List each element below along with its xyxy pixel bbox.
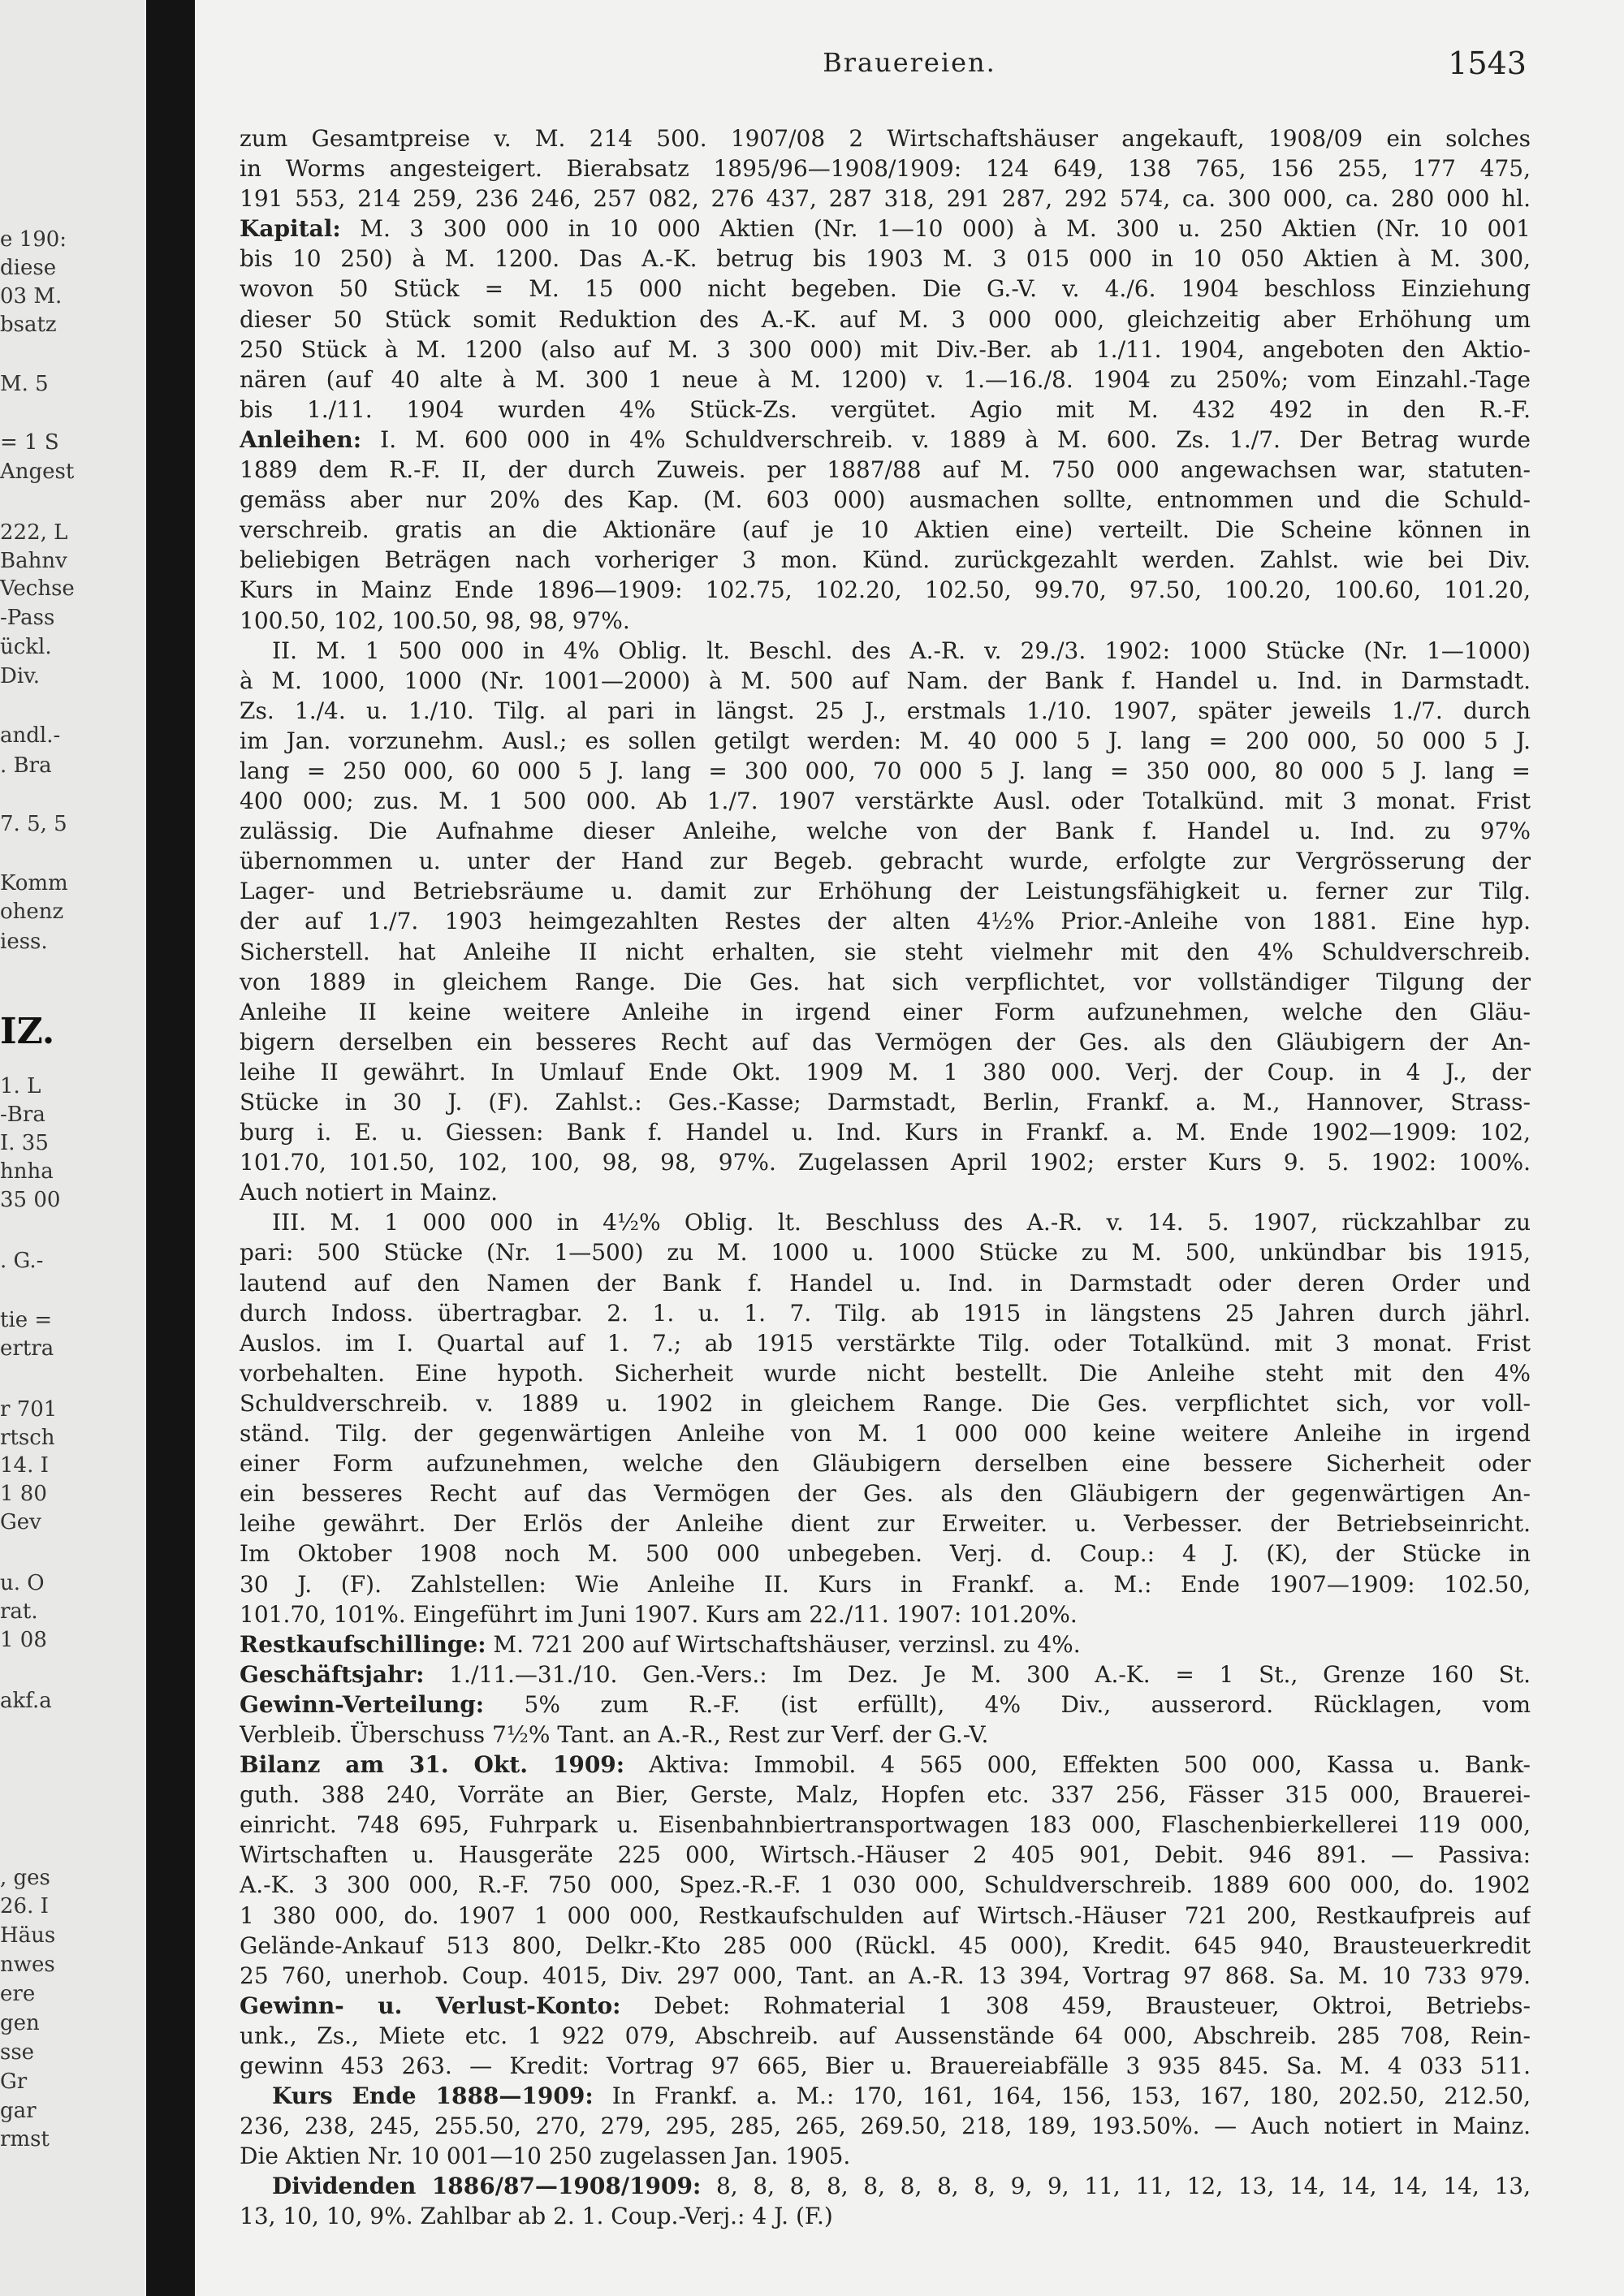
text-line bbox=[240, 666, 1531, 696]
text-line bbox=[240, 1870, 1531, 1900]
line-text: im Jan. vorzunehm. Ausl.; es sollen getilgt werden: M. 40 000 5 J. lang = 200 000, 50 000 5 J. bbox=[240, 727, 1531, 754]
line-text: Wirtschaften u. Hausgeräte 225 000, Wirtsch.-Häuser 2 405 901, Debit. 946 891. — Passiva: bbox=[240, 1841, 1531, 1869]
margin-fragment: diese bbox=[0, 256, 57, 280]
text-line bbox=[240, 1780, 1531, 1810]
line-text: gemäss aber nur 20% des Kap. (M. 603 000) ausmachen sollte, entnommen und die Schuld- bbox=[240, 486, 1531, 514]
text-line bbox=[240, 515, 1531, 545]
margin-fragment: iess. bbox=[0, 930, 48, 954]
line-text: Verbleib. Überschuss 7½% Tant. an A.-R., Rest zur Verf. der G.-V. bbox=[240, 1720, 989, 1748]
line-text: 1889 dem R.-F. II, der durch Zuweis. per 1887/88 auf M. 750 000 angewachsen war, statuten- bbox=[240, 456, 1531, 484]
margin-fragment: Angest bbox=[0, 460, 75, 484]
line-text: wovon 50 Stück = M. 15 000 nicht begeben. Die G.-V. v. 4./6. 1904 beschloss Einziehung bbox=[240, 275, 1531, 303]
text-line bbox=[240, 1931, 1531, 1961]
margin-fragment: gar bbox=[0, 2099, 37, 2123]
margin-fragment: 26. I bbox=[0, 1894, 49, 1918]
text-line bbox=[240, 1057, 1531, 1087]
section-heading: Dividenden 1886/87—1908/1909: bbox=[272, 2173, 702, 2200]
line-text: der auf 1./7. 1903 heimgezahlten Restes der alten 4½% Prior.-Anleihe von 1881. Eine hyp. bbox=[240, 908, 1531, 935]
line-text: burg i. E. u. Giessen: Bank f. Handel u. Ind. Kurs in Frankf. a. M. Ende 1902—1909: 102, bbox=[240, 1119, 1531, 1146]
line-text: 30 J. (F). Zahlstellen: Wie Anleihe II. Kurs in Frankf. a. M.: Ende 1907—1909: 102.50, bbox=[240, 1570, 1531, 1598]
line-text: A.-K. 3 300 000, R.-F. 750 000, Spez.-R.-F. 1 030 000, Schuldverschreib. 1889 600 000, do. 1902 bbox=[240, 1871, 1531, 1899]
text-line bbox=[240, 183, 1531, 214]
line-text: Gelände-Ankauf 513 800, Delkr.-Kto 285 000 (Rückl. 45 000), Kredit. 645 940, Brausteuerkredit bbox=[240, 1931, 1531, 1959]
line-text: Aktiva: Immobil. 4 565 000, Effekten 500 000, Kassa u. Bank- bbox=[624, 1751, 1531, 1779]
text-line bbox=[240, 726, 1531, 756]
margin-fragment: andl.- bbox=[0, 723, 61, 748]
margin-fragment: rat. bbox=[0, 1599, 38, 1624]
text-line bbox=[240, 123, 1531, 153]
margin-fragment: Komm bbox=[0, 871, 68, 896]
text-line bbox=[240, 1659, 1531, 1690]
text-line bbox=[240, 365, 1531, 395]
page-number: 1543 bbox=[1448, 45, 1527, 81]
text-line bbox=[240, 1720, 1531, 1750]
line-text: 13, 10, 10, 9%. Zahlbar ab 2. 1. Coup.-Verj.: 4 J. (F.) bbox=[240, 2203, 833, 2230]
margin-fragment: 222, L bbox=[0, 520, 68, 545]
text-line bbox=[240, 2081, 1531, 2111]
text-line bbox=[240, 756, 1531, 786]
text-line bbox=[240, 244, 1531, 274]
line-text: vorbehalten. Eine hypoth. Sicherheit wurde nicht bestellt. Die Anleihe steht mit den 4% bbox=[240, 1359, 1531, 1387]
margin-fragment: 35 00 bbox=[0, 1188, 61, 1212]
text-line bbox=[240, 1237, 1531, 1267]
margin-fragment: akf.a bbox=[0, 1689, 52, 1713]
text-line bbox=[240, 2111, 1531, 2141]
line-text: à M. 1000, 1000 (Nr. 1001—2000) à M. 500 auf Nam. der Bank f. Handel u. Ind. in Darmstadt. bbox=[240, 667, 1531, 694]
margin-fragment: 1 08 bbox=[0, 1628, 47, 1652]
margin-fragment: . G.- bbox=[0, 1249, 44, 1273]
text-line bbox=[240, 1388, 1531, 1418]
line-text: Anleihe II keine weitere Anleihe in irgend einer Form aufzunehmen, welche den Gläu- bbox=[240, 998, 1531, 1025]
text-line bbox=[240, 395, 1531, 425]
line-text: Kurs in Mainz Ende 1896—1909: 102.75, 102.20, 102.50, 99.70, 97.50, 100.20, 100.60, 101.20, bbox=[240, 576, 1531, 604]
margin-fragment: Bahnv bbox=[0, 549, 67, 573]
text-line bbox=[240, 1810, 1531, 1840]
margin-fragment: e 190: bbox=[0, 227, 67, 252]
line-text: verschreib. gratis an die Aktionäre (auf je 10 Aktien eine) verteilt. Die Scheine können in bbox=[240, 516, 1531, 544]
line-text: bis 10 250) à M. 1200. Das A.-K. betrug bis 1903 M. 3 015 000 in 10 050 Aktien à M. 300, bbox=[240, 245, 1531, 273]
text-line bbox=[240, 1599, 1531, 1629]
text-line bbox=[240, 1087, 1531, 1117]
line-text: Stücke in 30 J. (F). Zahlst.: Ges.-Kasse; Darmstadt, Berlin, Frankf. a. M., Hannover, Strass- bbox=[240, 1089, 1531, 1116]
line-text: übernommen u. unter der Hand zur Begeb. gebracht wurde, erfolgte zur Vergrösserung der bbox=[240, 848, 1531, 875]
line-text: 101.70, 101%. Eingeführt im Juni 1907. Kurs am 22./11. 1907: 101.20%. bbox=[240, 1600, 1078, 1628]
margin-fragment: Häus bbox=[0, 1923, 56, 1948]
text-line bbox=[240, 876, 1531, 906]
margin-fragment: gen bbox=[0, 2011, 40, 2035]
text-line bbox=[240, 1117, 1531, 1147]
text-line bbox=[240, 636, 1531, 666]
line-text: Lager- und Betriebsräume u. damit zur Erhöhung der Leistungsfähigkeit u. ferner zur Tilg. bbox=[240, 878, 1531, 905]
text-line bbox=[240, 455, 1531, 485]
line-text: Die Aktien Nr. 10 001—10 250 zugelassen Jan. 1905. bbox=[240, 2143, 851, 2170]
line-text: Debet: Rohmaterial 1 308 459, Brausteuer, Oktroi, Betriebs- bbox=[620, 1992, 1531, 2019]
margin-fragment: 1. L bbox=[0, 1074, 41, 1098]
margin-fragment: M. 5 bbox=[0, 372, 49, 396]
margin-fragment: bsatz bbox=[0, 313, 57, 337]
line-text: pari: 500 Stücke (Nr. 1—500) zu M. 1000 u. 1000 Stücke zu M. 500, unkündbar bis 1915, bbox=[240, 1239, 1531, 1267]
text-line bbox=[240, 1508, 1531, 1539]
text-line bbox=[240, 575, 1531, 605]
text-line bbox=[240, 2201, 1531, 2231]
text-line bbox=[240, 1418, 1531, 1448]
text-line bbox=[240, 425, 1531, 455]
section-heading: Gewinn-Verteilung: bbox=[240, 1690, 485, 1718]
line-text: 236, 238, 245, 255.50, 270, 279, 295, 285, 265, 269.50, 218, 189, 193.50%. — Auch notiert in Mainz. bbox=[240, 2113, 1531, 2140]
text-line bbox=[240, 786, 1531, 816]
margin-fragment: ückl. bbox=[0, 635, 52, 659]
line-text: guth. 388 240, Vorräte an Bier, Gerste, Malz, Hopfen etc. 337 256, Fässer 315 000, Brauerei- bbox=[240, 1781, 1531, 1809]
section-heading: Kurs Ende 1888—1909: bbox=[272, 2082, 594, 2110]
line-text: unk., Zs., Miete etc. 1 922 079, Abschreib. auf Aussenstände 64 000, Abschreib. 285 708, Rein- bbox=[240, 2022, 1531, 2049]
text-line bbox=[240, 816, 1531, 846]
margin-fragment: 1 80 bbox=[0, 1482, 47, 1506]
line-text: I. M. 600 000 in 4% Schuldverschreib. v. 1889 à M. 600. Zs. 1./7. Der Betrag wurde bbox=[361, 425, 1531, 453]
line-text: M. 3 300 000 in 10 000 Aktien (Nr. 1—10 000) à M. 300 u. 250 Aktien (Nr. 10 001 bbox=[340, 215, 1531, 243]
text-line bbox=[240, 1901, 1531, 1931]
margin-fragment: ertra bbox=[0, 1336, 54, 1361]
text-line bbox=[240, 485, 1531, 515]
line-text: 191 553, 214 259, 236 246, 257 082, 276 437, 287 318, 291 287, 292 574, ca. 300 000, ca. 280 000 hl. bbox=[240, 185, 1531, 213]
line-text: nären (auf 40 alte à M. 300 1 neue à M. 1200) v. 1.—16./8. 1904 zu 250%; vom Einzahl.-Tage bbox=[240, 365, 1531, 393]
line-text: 101.70, 101.50, 102, 100, 98, 98, 97%. Zugelassen April 1902; erster Kurs 9. 5. 1902: 100%. bbox=[240, 1149, 1531, 1176]
margin-fragment: . Bra bbox=[0, 753, 52, 778]
text-line bbox=[240, 214, 1531, 244]
section-heading: Geschäftsjahr: bbox=[240, 1660, 425, 1688]
line-text: 1./11.—31./10. Gen.-Vers.: Im Dez. Je M. 300 A.-K. = 1 St., Grenze 160 St. bbox=[424, 1660, 1531, 1688]
text-line bbox=[240, 1840, 1531, 1870]
margin-fragment: Div. bbox=[0, 664, 41, 688]
document-page bbox=[195, 0, 1624, 2296]
line-text: ein besseres Recht auf das Vermögen der Ges. als den Gläubigern der gegenwärtigen An- bbox=[240, 1480, 1531, 1508]
text-line bbox=[240, 1147, 1531, 1177]
line-text: einricht. 748 695, Fuhrpark u. Eisenbahnbiertransportwagen 183 000, Flaschenbierkellerei 119 000, bbox=[240, 1811, 1531, 1839]
line-text: 400 000; zus. M. 1 500 000. Ab 1./7. 1907 verstärkte Ausl. oder Totalkünd. mit 3 monat. Frist bbox=[240, 788, 1531, 815]
text-line bbox=[240, 1991, 1531, 2021]
section-heading: Kapital: bbox=[240, 215, 341, 243]
margin-fragment: 7. 5, 5 bbox=[0, 812, 67, 836]
margin-fragment: ere bbox=[0, 1982, 36, 2006]
line-text: leihe II gewährt. In Umlauf Ende Okt. 1909 M. 1 380 000. Verj. der Coup. in 4 J., der bbox=[240, 1058, 1531, 1085]
margin-fragment: nwes bbox=[0, 1953, 55, 1977]
line-text: leihe gewährt. Der Erlös der Anleihe dient zur Erweiter. u. Verbesser. der Betriebseinricht. bbox=[240, 1510, 1531, 1538]
section-heading: Bilanz am 31. Okt. 1909: bbox=[240, 1751, 625, 1779]
text-line bbox=[240, 606, 1531, 636]
text-line bbox=[240, 2171, 1531, 2201]
text-line bbox=[240, 1750, 1531, 1780]
line-text: 8, 8, 8, 8, 8, 8, 8, 8, 9, 9, 11, 11, 12, 13, 14, 14, 14, 14, 13, bbox=[701, 2173, 1531, 2200]
text-line bbox=[240, 1448, 1531, 1478]
text-line bbox=[240, 937, 1531, 967]
line-text: Auslos. im I. Quartal auf 1. 7.; ab 1915 verstärkte Tilg. oder Totalkünd. mit 3 monat. Frist bbox=[240, 1329, 1531, 1357]
line-text: gewinn 453 263. — Kredit: Vortrag 97 665, Bier u. Brauereiabfälle 3 935 845. Sa. M. 4 033 511. bbox=[240, 2052, 1531, 2079]
margin-fragment: I. 35 bbox=[0, 1131, 49, 1155]
line-text: 1 380 000, do. 1907 1 000 000, Restkaufschulden auf Wirtsch.-Häuser 721 200, Restkaufpreis auf bbox=[240, 1901, 1531, 1929]
text-line bbox=[240, 1478, 1531, 1508]
text-line bbox=[240, 1539, 1531, 1569]
text-line bbox=[240, 1268, 1531, 1298]
line-text: Im Oktober 1908 noch M. 500 000 unbegeben. Verj. d. Coup.: 4 J. (K), der Stücke in bbox=[240, 1540, 1531, 1568]
text-line bbox=[240, 153, 1531, 183]
text-line bbox=[240, 1358, 1531, 1388]
line-text: ständ. Tilg. der gegenwärtigen Anleihe von M. 1 000 000 keine weitere Anleihe in irgend bbox=[240, 1420, 1531, 1448]
line-text: lautend auf den Namen der Bank f. Handel u. Ind. in Darmstadt oder deren Order und bbox=[240, 1269, 1531, 1297]
text-line bbox=[240, 1569, 1531, 1599]
text-line bbox=[240, 1690, 1531, 1720]
text-line bbox=[240, 997, 1531, 1027]
text-line bbox=[240, 1027, 1531, 1057]
line-text: Auch notiert in Mainz. bbox=[240, 1179, 498, 1206]
line-text: von 1889 in gleichem Range. Die Ges. hat sich verpflichtet, vor vollständiger Tilgung der bbox=[240, 968, 1531, 995]
section-heading: Gewinn- u. Verlust-Konto: bbox=[240, 1992, 621, 2019]
text-line bbox=[240, 1298, 1531, 1328]
text-line bbox=[240, 1629, 1531, 1659]
margin-fragment: rmst bbox=[0, 2127, 50, 2151]
text-line bbox=[240, 304, 1531, 334]
line-text: in Worms angesteigert. Bierabsatz 1895/96—1908/1909: 124 649, 138 765, 156 255, 177 475, bbox=[240, 155, 1531, 183]
line-text: 25 760, unerhob. Coup. 4015, Div. 297 000, Tant. an A.-R. 13 394, Vortrag 97 868. Sa. M. 10 733 979. bbox=[240, 1962, 1531, 1989]
text-line bbox=[240, 1961, 1531, 1991]
text-line bbox=[240, 1177, 1531, 1207]
section-heading: Restkaufschillinge: bbox=[240, 1630, 486, 1658]
line-text: 5% zum R.-F. (ist erfüllt), 4% Div., ausserord. Rücklagen, vom bbox=[484, 1690, 1531, 1718]
line-text: einer Form aufzunehmen, welche den Gläubigern derselben eine bessere Sicherheit oder bbox=[240, 1450, 1531, 1478]
line-text: Zs. 1./4. u. 1./10. Tilg. al pari in längst. 25 J., erstmals 1./10. 1907, später jeweils 1./7. durch bbox=[240, 697, 1531, 724]
line-text: lang = 250 000, 60 000 5 J. lang = 300 000, 70 000 5 J. lang = 350 000, 80 000 5 J. lang = bbox=[240, 757, 1531, 784]
margin-fragment: rtsch bbox=[0, 1426, 55, 1450]
running-header: Brauereien. bbox=[823, 47, 996, 78]
margin-fragment: sse bbox=[0, 2040, 35, 2065]
text-line bbox=[240, 2051, 1531, 2081]
line-text: Schuldverschreib. v. 1889 u. 1902 in gleichem Range. Die Ges. verpflichtet sich, vor voll- bbox=[240, 1389, 1531, 1417]
text-line bbox=[240, 696, 1531, 726]
margin-fragment: , ges bbox=[0, 1866, 50, 1890]
margin-fragment: r 701 bbox=[0, 1397, 58, 1422]
margin-fragment: Gr bbox=[0, 2069, 28, 2094]
margin-fragment: u. O bbox=[0, 1571, 45, 1595]
line-text: zum Gesamtpreise v. M. 214 500. 1907/08 2 Wirtschaftshäuser angekauft, 1908/09 ein solches bbox=[240, 125, 1531, 152]
text-line bbox=[240, 1328, 1531, 1358]
margin-fragment: Vechse bbox=[0, 576, 75, 601]
text-line bbox=[240, 906, 1531, 936]
line-text: dieser 50 Stück somit Reduktion des A.-K. auf M. 3 000 000, gleichzeitig aber Erhöhung um bbox=[240, 305, 1531, 333]
margin-fragment: Gev bbox=[0, 1510, 41, 1534]
line-text: II. M. 1 500 000 in 4% Oblig. lt. Beschl. des A.-R. v. 29./3. 1902: 1000 Stücke (Nr. 1—1000) bbox=[272, 637, 1531, 664]
margin-fragment: 14. I bbox=[0, 1453, 49, 1478]
margin-fragment: -Bra bbox=[0, 1103, 45, 1127]
text-line bbox=[240, 846, 1531, 876]
text-line bbox=[240, 967, 1531, 997]
text-line bbox=[240, 2141, 1531, 2171]
line-text: In Frankf. a. M.: 170, 161, 164, 156, 153, 167, 180, 202.50, 212.50, bbox=[593, 2082, 1531, 2110]
line-text: 250 Stück à M. 1200 (also auf M. 3 300 000) mit Div.-Ber. ab 1./11. 1904, angeboten den Aktio- bbox=[240, 335, 1531, 363]
text-line bbox=[240, 274, 1531, 304]
adjacent-page-margin bbox=[0, 0, 145, 2296]
text-line bbox=[240, 545, 1531, 575]
text-line bbox=[240, 2021, 1531, 2051]
line-text: 100.50, 102, 100.50, 98, 98, 97%. bbox=[240, 606, 630, 634]
line-text: bis 1./11. 1904 wurden 4% Stück-Zs. vergütet. Agio mit M. 432 492 in den R.-F. bbox=[240, 395, 1531, 423]
line-text: beliebigen Beträgen nach vorheriger 3 mon. Künd. zurückgezahlt werden. Zahlst. wie bei Div. bbox=[240, 546, 1531, 574]
text-line bbox=[240, 334, 1531, 365]
margin-fragment: = 1 S bbox=[0, 430, 59, 455]
margin-fragment: hnha bbox=[0, 1159, 54, 1184]
margin-fragment: tie = bbox=[0, 1308, 53, 1332]
line-text: durch Indoss. übertragbar. 2. 1. u. 1. 7. Tilg. ab 1915 in längstens 25 Jahren durch jährl. bbox=[240, 1299, 1531, 1327]
line-text: Sicherstell. hat Anleihe II nicht erhalten, sie steht vielmehr mit den 4% Schuldverschreib. bbox=[240, 938, 1531, 965]
margin-fragment: 03 M. bbox=[0, 284, 63, 309]
margin-fragment: ohenz bbox=[0, 900, 64, 924]
text-line bbox=[240, 1207, 1531, 1237]
margin-fragment: IZ. bbox=[0, 1011, 55, 1052]
body-text bbox=[240, 123, 1531, 2232]
line-text: III. M. 1 000 000 in 4½% Oblig. lt. Beschluss des A.-R. v. 14. 5. 1907, rückzahlbar zu bbox=[272, 1209, 1531, 1236]
book-gutter bbox=[146, 0, 195, 2296]
margin-fragment: -Pass bbox=[0, 606, 55, 630]
line-text: zulässig. Die Aufnahme dieser Anleihe, welche von der Bank f. Handel u. Ind. zu 97% bbox=[240, 818, 1531, 845]
line-text: bigern derselben ein besseres Recht auf das Vermögen der Ges. als den Gläubigern der An- bbox=[240, 1028, 1531, 1055]
line-text: M. 721 200 auf Wirtschaftshäuser, verzinsl. zu 4%. bbox=[486, 1630, 1081, 1658]
section-heading: Anleihen: bbox=[240, 425, 362, 453]
